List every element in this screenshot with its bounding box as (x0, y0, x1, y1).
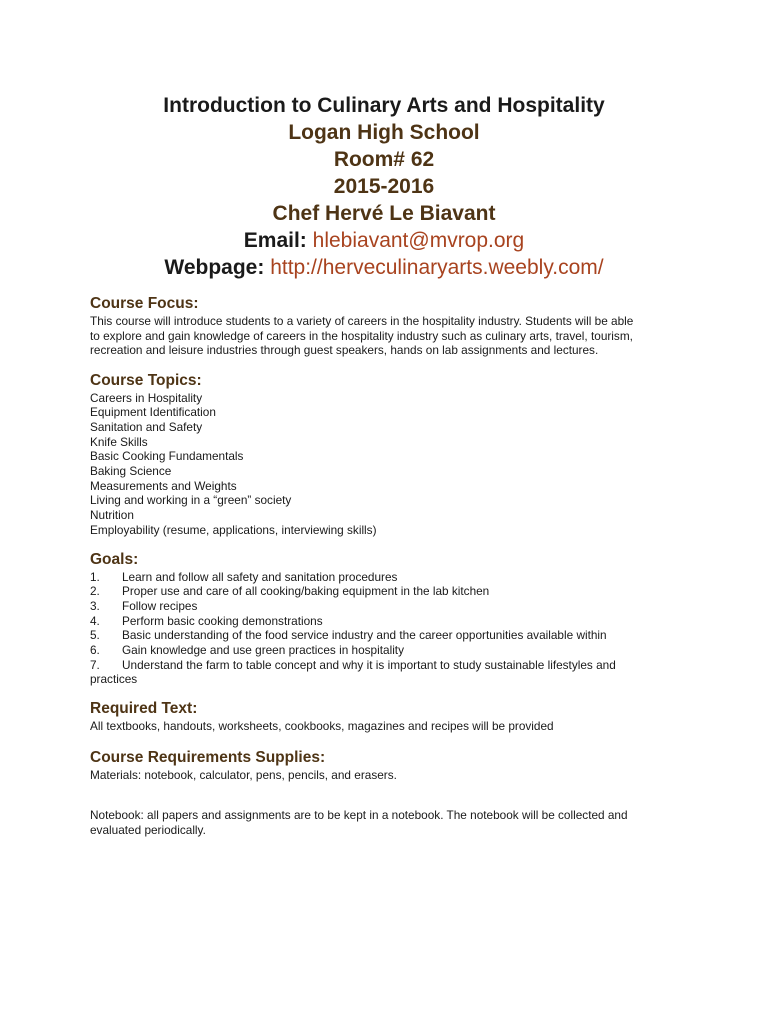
goal-number: 3. (90, 598, 100, 613)
topic-item: Knife Skills (90, 434, 148, 449)
notebook-line: Notebook: all papers and assignments are to be kept in a notebook. The notebook will be collected and (90, 808, 628, 823)
supplies-section (90, 748, 690, 838)
goal-text: Perform basic cooking demonstrations (122, 613, 323, 628)
notebook-line: evaluated periodically. (90, 822, 206, 837)
goal-text: Learn and follow all safety and sanitation procedures (122, 569, 398, 584)
topic-item: Equipment Identification (90, 405, 216, 420)
goal-text: Basic understanding of the food service industry and the career opportunities available within (122, 628, 607, 643)
course-focus-line: This course will introduce students to a variety of careers in the hospitality industry. Students will be able (90, 314, 634, 328)
document-header (0, 92, 768, 281)
topic-item: Careers in Hospitality (90, 390, 203, 405)
goal-number: 2. (90, 584, 100, 599)
goal-number: 4. (90, 613, 100, 628)
email-line (0, 227, 768, 254)
goal-item (90, 628, 690, 643)
goal-item (90, 570, 690, 585)
goals-heading: Goals: (90, 550, 139, 568)
goal-text: Gain knowledge and use green practices in hospitality (122, 643, 404, 658)
topic-item: Baking Science (90, 464, 172, 479)
goal-item (90, 658, 690, 687)
goal-number: 6. (90, 643, 100, 658)
school-name: Logan High School (288, 121, 480, 144)
document-body (90, 294, 690, 837)
topic-item: Sanitation and Safety (90, 419, 203, 434)
course-topics-section (90, 371, 690, 538)
document-title: Introduction to Culinary Arts and Hospitality (163, 94, 605, 117)
goal-number: 7. (90, 657, 100, 672)
goal-text-continuation: practices (90, 672, 138, 687)
goal-number: 1. (90, 569, 100, 584)
spacer (90, 782, 690, 808)
course-topics-heading: Course Topics: (90, 371, 202, 389)
goal-item (90, 584, 690, 599)
room-number: Room# 62 (333, 148, 435, 171)
supplies-materials: Materials: notebook, calculator, pens, pencils, and erasers. (90, 767, 397, 782)
course-focus-section (90, 294, 690, 358)
goal-item (90, 599, 690, 614)
goal-text: Understand the farm to table concept and why it is important to study sustainable lifestyles and (122, 657, 616, 672)
supplies-heading: Course Requirements Supplies: (90, 748, 326, 766)
email-link[interactable]: hlebiavant@mvrop.org (312, 229, 525, 252)
required-text-body: All textbooks, handouts, worksheets, cookbooks, magazines and recipes will be provided (90, 719, 554, 734)
topic-item: Nutrition (90, 508, 134, 523)
goal-item (90, 643, 690, 658)
topic-item: Basic Cooking Fundamentals (90, 449, 244, 464)
goals-list (90, 570, 690, 688)
webpage-label: Webpage: (164, 256, 265, 279)
webpage-link[interactable]: http://herveculinaryarts.weebly.com/ (270, 256, 604, 279)
email-label: Email: (243, 229, 307, 252)
goal-text: Proper use and care of all cooking/baking equipment in the lab kitchen (122, 584, 490, 599)
topic-item: Measurements and Weights (90, 478, 237, 493)
course-focus-line: to explore and gain knowledge of careers in the hospitality industry such as culinary arts, travel, tourism, (90, 328, 633, 343)
course-focus-line: recreation and leisure industries through guest speakers, hands on lab assignments and lectures. (90, 343, 599, 357)
instructor-name: Chef Hervé Le Biavant (272, 202, 496, 225)
topic-item: Living and working in a “green” society (90, 493, 292, 508)
goal-item (90, 614, 690, 629)
goal-text: Follow recipes (122, 598, 198, 613)
course-focus-heading: Course Focus: (90, 295, 199, 312)
required-text-heading: Required Text: (90, 700, 198, 718)
course-topics-list (90, 391, 690, 538)
goal-number: 5. (90, 628, 100, 643)
goals-section (90, 550, 690, 688)
webpage-line (0, 254, 768, 281)
school-year: 2015-2016 (333, 175, 435, 198)
topic-item: Employability (resume, applications, interviewing skills) (90, 522, 377, 537)
required-text-section (90, 699, 690, 734)
